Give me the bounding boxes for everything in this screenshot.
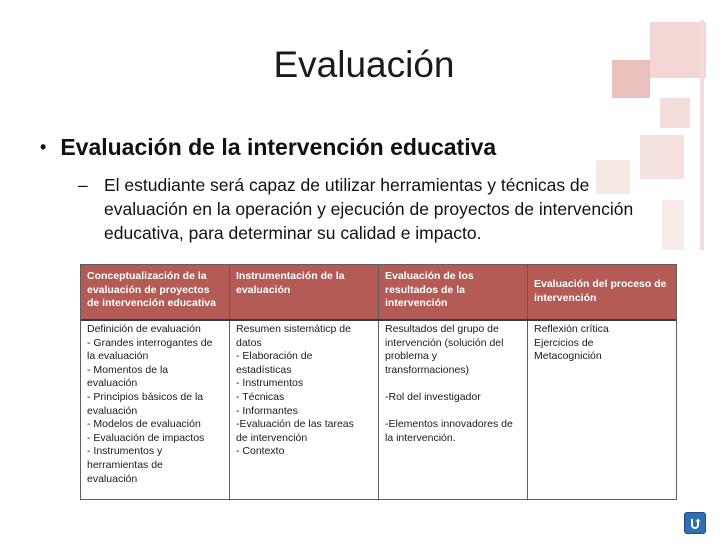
sub-bullet-dash: –: [78, 175, 88, 195]
cell-spacer: [385, 377, 520, 391]
cell-line: evaluación: [87, 404, 138, 417]
cell-line: Metacognición: [534, 350, 602, 363]
cell-line: de intervención: [236, 431, 308, 444]
cell-line: -Elementos innovadores de: [385, 418, 513, 431]
cell-spacer: [385, 405, 520, 419]
header-line: resultados de la: [385, 283, 465, 296]
cell-line: problema y: [385, 350, 437, 363]
slide-title: Evaluación: [273, 44, 455, 85]
header-line: Evaluación de los: [385, 270, 474, 282]
cell-line: - Contexto: [236, 445, 285, 458]
sub-bullet-line: El estudiante será capaz de utilizar herramientas y técnicas de: [104, 175, 590, 195]
table-cell: [80, 319, 229, 500]
sub-bullet-text: [104, 173, 678, 245]
header-line: Instrumentación de la: [236, 270, 345, 282]
header-line: intervención: [534, 291, 597, 304]
header-line: Evaluación del proceso de: [534, 277, 667, 290]
cell-line: - Grandes interrogantes de: [87, 336, 213, 349]
table-header-cell: [378, 264, 527, 319]
table-header-cell: [80, 264, 229, 319]
table-header-cell: [527, 264, 677, 319]
cell-line: datos: [236, 336, 262, 349]
cell-line: - Instrumentos y: [87, 445, 163, 458]
header-line: evaluación: [236, 283, 291, 296]
return-arrow-icon: [688, 516, 702, 530]
sub-bullet-line: evaluación en la operación y ejecución de proyectos de intervención: [104, 199, 634, 219]
cell-line: evaluación: [87, 472, 138, 485]
column-divider: [378, 264, 379, 500]
cell-line: intervención (solución del: [385, 336, 504, 349]
header-line: intervención: [385, 297, 448, 310]
header-divider: [80, 319, 677, 321]
cell-line: - Técnicas: [236, 390, 285, 403]
table-header-cell: [229, 264, 378, 319]
cell-line: -Rol del investigador: [385, 390, 481, 403]
main-bullet-text: Evaluación de la intervención educativa: [60, 134, 497, 160]
column-divider: [527, 264, 528, 500]
header-text: [534, 278, 666, 305]
cell-line: - Instrumentos: [236, 377, 304, 390]
cell-line: Resumen sistemáticp de: [236, 323, 351, 335]
cell-line: Definición de evaluación: [87, 323, 201, 335]
table-cell: [527, 319, 677, 500]
bullet-dot-icon: •: [40, 137, 47, 157]
cell-line: - Evaluación de impactos: [87, 431, 205, 444]
decorative-square: [660, 98, 690, 128]
cell-line: - Principios básicos de la: [87, 390, 204, 403]
header-line: Conceptualización de la: [87, 270, 207, 282]
cell-line: la evaluación: [87, 350, 149, 363]
return-button[interactable]: [684, 512, 706, 534]
sub-bullet-line: educativa, para determinar su calidad e impacto.: [104, 223, 482, 243]
cell-line: - Elaboración de: [236, 350, 313, 363]
cell-line: transformaciones): [385, 363, 470, 376]
main-bullet: [40, 134, 496, 161]
header-line: de intervención educativa: [87, 297, 216, 310]
table-cell: [378, 319, 527, 500]
evaluation-table: [80, 264, 677, 500]
cell-line: Ejercicios de: [534, 336, 594, 349]
header-line: evaluación de proyectos: [87, 283, 210, 296]
cell-line: estadísticas: [236, 363, 292, 376]
cell-line: Resultados del grupo de: [385, 323, 499, 335]
cell-line: - Modelos de evaluación: [87, 418, 201, 431]
cell-line: la intervención.: [385, 431, 456, 444]
cell-line: herramientas de: [87, 458, 163, 471]
cell-line: - Informantes: [236, 404, 298, 417]
sub-bullet: [78, 173, 678, 245]
column-divider: [229, 264, 230, 500]
cell-line: Reflexión crítica: [534, 323, 609, 335]
cell-line: evaluación: [87, 377, 138, 390]
cell-line: - Momentos de la: [87, 363, 169, 376]
table-cell: [229, 319, 378, 500]
cell-line: -Evaluación de las tareas: [236, 418, 354, 431]
